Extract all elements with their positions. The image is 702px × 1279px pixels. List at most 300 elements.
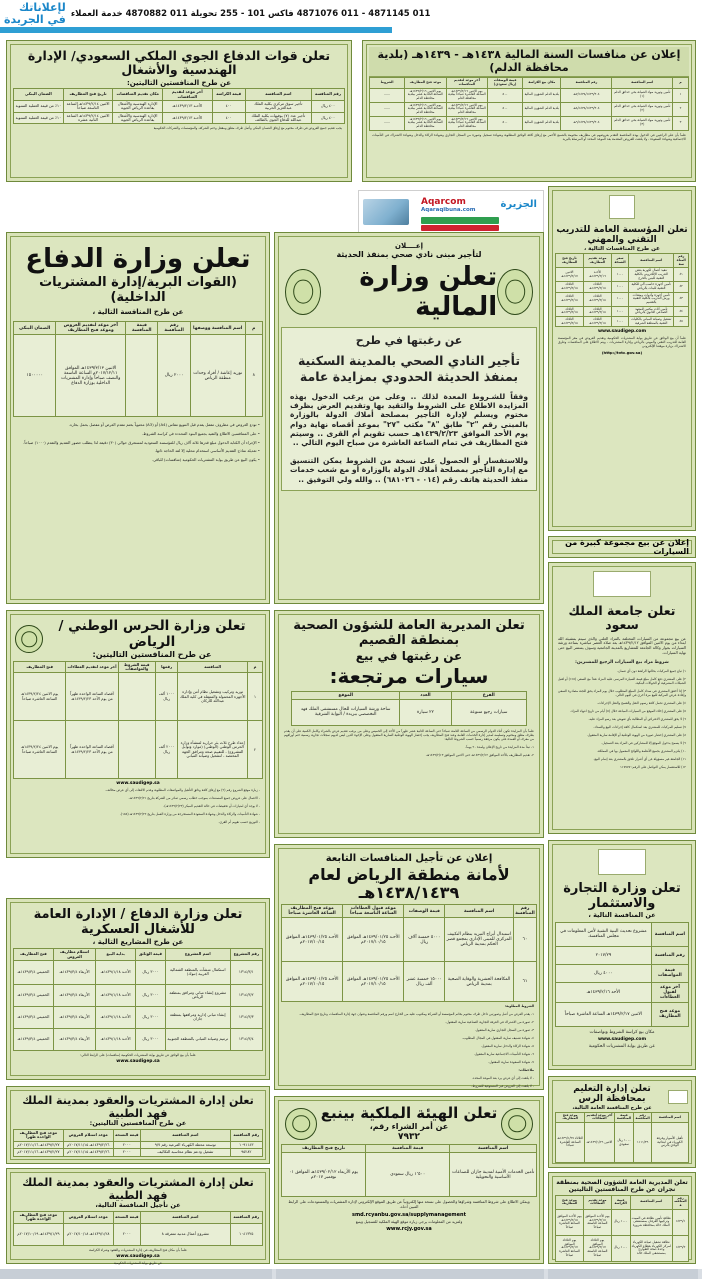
cell: توسعة محطة الكهرباء الفرعية رقم ٩/٧ bbox=[141, 1141, 231, 1148]
cell: المكافحة الحشرية والوقاية الصحية بمدينة الرياض bbox=[445, 962, 514, 1002]
national-guard-subtitle: عن طرح المنافستين التاليتين: bbox=[92, 650, 212, 660]
cell: الثلاثاء ١٤٣٩/٢/١٨هـ bbox=[556, 306, 584, 316]
term-item: ٥- شهادة الزكاة والدخل سارية المفعول. bbox=[481, 1044, 534, 1049]
finance-pre1: إعــــلان bbox=[394, 242, 424, 250]
cell: الخميس ١٤٣٩/٣/٤هـ bbox=[14, 1006, 54, 1028]
rcjy-title: تعلن الهيئة الملكية بينبع bbox=[320, 1104, 498, 1122]
rass-table bbox=[555, 1112, 689, 1163]
col-open: فتح المظاريف bbox=[14, 661, 66, 673]
table-row bbox=[14, 112, 345, 124]
rcjy-url2[interactable]: www.rcjy.gov.sa bbox=[386, 1226, 432, 1233]
saudi-emblem-left-icon bbox=[497, 269, 533, 315]
rcjy-emblem-left-icon bbox=[501, 1108, 533, 1140]
commerce-logo-icon bbox=[598, 849, 646, 875]
riyadh-notes bbox=[281, 1074, 537, 1090]
col-deadline: آخر موعد لتقديم المناقصات bbox=[446, 78, 487, 88]
kfmc1-title: تعلن إدارة المشتريات والعقود بمدينة الملك فهد الطبية bbox=[22, 1094, 254, 1120]
col-open: موعد فتح المظاريف الساعة العاشرة صباحاً bbox=[282, 905, 343, 918]
col-receive: استلام مظاريف العروض bbox=[53, 949, 95, 961]
cell: ٨/١٤٣٨/١٤٣٩/٣٠٤هـ bbox=[561, 102, 612, 116]
note-item: • الإجراء أن الكتابة الدخول مبلغ قدرها ثلاثة آلاف ريال للمؤسسة السعودية لمستغرق حوالي (٣٠) دقيقة لذا يتطلب حضور التقديم والتقدم (١٠٠٠) صباحاً. bbox=[23, 439, 260, 445]
term-item: ٢- صورة من الاشتراك في الغرفة التجارية الصناعية سارية المفعول. bbox=[445, 1020, 534, 1025]
cell: يوم الأربعاء ١٤٣٩/٠٢/١٢هـ الموافق ٠١ نوفمبر ٢٠١٧م bbox=[282, 1153, 366, 1197]
col-accept: موعد قبول العطاءات الساعة التاسعة صباحاً bbox=[343, 905, 404, 918]
table-row bbox=[14, 721, 263, 779]
cell: ٢٠٠٠ bbox=[113, 1149, 140, 1156]
masthead-logo-line1: لإعلاناتك bbox=[19, 1, 66, 15]
table-row bbox=[370, 88, 689, 102]
national-guard-website[interactable]: www.saudigep.sa bbox=[116, 781, 160, 787]
cell: ١٠٠٠ ريال سعودي bbox=[614, 1123, 634, 1163]
row-label: اسم المنافسة bbox=[651, 922, 688, 946]
cars-headline-text: إعلان عن بيع مجموعة كبيرة من السيارات bbox=[565, 538, 689, 556]
cell: ٥٠٠ bbox=[488, 102, 523, 116]
cell: تأجير عدد (٧) بوفيهات بكلية الملك عبدالله للدفاع الجوي بالطائف bbox=[245, 112, 311, 124]
cell: ١١١١/٣٩ bbox=[634, 1123, 651, 1163]
ksu-terms-list bbox=[555, 667, 689, 771]
riyadh-terms-label: الشروط المطلوبة: bbox=[504, 1004, 534, 1009]
tvtc-url2[interactable]: (http://tvtc.gov.sa) bbox=[601, 350, 643, 356]
cell: يوم الاثنين ١٤٣٩/٢/١٦هـ الساعة العاشرة صباحاً ببلدية محافظة الدلم bbox=[446, 88, 487, 102]
term-item: ١- تبدأ مدة المزايدة من تاريخ الإعلان ولمدة ٢٠ يوماً. bbox=[465, 744, 534, 749]
cell: تأمين أثاث مكتبي للمعهد الصناعي الثانوي بالرياض bbox=[629, 306, 674, 316]
masthead-inner bbox=[0, 0, 431, 26]
najran-title: تعلن المديرية العامة للشؤون الصحية بمنطقة نجران عن طرح المنافستين التاليتين bbox=[556, 1179, 688, 1193]
dalam-table bbox=[369, 77, 689, 130]
table-row bbox=[14, 100, 345, 112]
cell: ٢ bbox=[673, 102, 689, 116]
col-no: م bbox=[245, 322, 262, 335]
cell: ٦٠ bbox=[514, 918, 537, 962]
cell: ٣٠٠٠ ريال bbox=[136, 984, 166, 1006]
table-header-row bbox=[556, 254, 689, 268]
cell: تشغيل وصيانة المباني بالكليات التقنية بالمنطقة الشرقية bbox=[629, 317, 674, 327]
cell: ٥٠٠ bbox=[488, 116, 523, 130]
term-item: ٩) لا يسمح بدخول الموقع إلا للمشاركين في المزاد بعد التسجيل. bbox=[601, 741, 686, 746]
col-copy: قيمة النسخة bbox=[113, 1130, 140, 1142]
note-item: - لا يوجد أي امتيازات أو تخفيضات في حالة التقديم المبكر (١٤٣٩/٢/٢٣هـ). bbox=[163, 804, 260, 809]
table-row bbox=[14, 960, 263, 984]
term-item: ٦) لا يحق للمشتري الاعتراض أو المطالبة بأي تعويض بعد رسو المزاد عليه. bbox=[588, 717, 686, 722]
col-location: الموقع bbox=[292, 691, 400, 699]
finance-body-3: وفقاً للشـروط المعدة لذلك .. وعلى من يرغب الدخول بهذه المزايدة الاطلاع على الشروط والتقيد بها وتقديم العرض بظرف مختوم ويسلم لإدارة التأجير بمصلحة أملاك الدولة بالوزارة بالمبنى رقم "٢" طابق "٨" مكتب "٢٧" بموعد أقصاه نهاية دوام يوم الأحد الموافق ١٤٣٩/٢/٢٣هـ حسب تقويم أم القرى .. وسيتم فتح المظاريف في تمام الساعة العاشرة من صباح اليوم التالي .. bbox=[290, 391, 528, 448]
term-item: ٤) على المشتري تحمل كافة رسوم النقل والفسح والنقل الإجراءات. bbox=[596, 701, 686, 706]
cell: ٢٢ سيارة bbox=[400, 699, 452, 725]
cell: ٧/١٤٣٨/١٤٣٩/٣٠٤هـ bbox=[561, 88, 612, 102]
table-row bbox=[556, 268, 689, 282]
note-item: - الاعمال على عروض جميع المستندات بموجب خطاب رسمي صادر من الشركة بتاريخ ١٤٣٩/٢/٢١هـ. bbox=[128, 796, 260, 801]
cell: ٤٥ bbox=[674, 317, 689, 327]
finance-pre2: لتأجير مبنى نادي صحي بمنفذ الحديثة bbox=[336, 250, 482, 260]
cell: ساحة ورشة السيارات للحال مستشفى الملك فهد التخصصي ببريدة / البوابة الشرقية bbox=[292, 699, 400, 725]
col-deadline: آخر موعد لتقديم العطاءات bbox=[66, 661, 118, 673]
aqar-domain: Aqaraqibuna.com bbox=[421, 207, 476, 213]
table-row bbox=[282, 962, 537, 1002]
cell: ١٠٠٠ bbox=[611, 317, 628, 327]
table-row bbox=[556, 292, 689, 306]
cell: نظافة تشغيل صيانة الكهرباء لمركز الكهرباء بقطاع الكهرباء وحدة صحة الطوارئ بمستشفى الملك خالد bbox=[630, 1235, 673, 1261]
military-works-website[interactable]: www.saudigep.sa bbox=[116, 1058, 160, 1064]
air-defense-title: تعلن قوات الدفاع الجوي الملكي السعودي/ الإدارة الهندسية والأشغال bbox=[27, 48, 331, 78]
cell: مشروع إنشاء مباني ومرافق بمنطقة الرياض bbox=[165, 984, 230, 1006]
col-receive: موعد استلام العروض bbox=[63, 1212, 113, 1224]
bottom-bar-segment-right bbox=[548, 1269, 698, 1279]
najran-table bbox=[555, 1195, 689, 1262]
col-no: م bbox=[248, 661, 263, 673]
commerce-website[interactable]: www.saudigep.com bbox=[597, 1037, 647, 1043]
col-place: مكان تقديم المناقصات bbox=[113, 89, 163, 101]
table-row bbox=[14, 1028, 263, 1050]
cell: توريد إعاشة / أفراد وحدات منطقة الرياض bbox=[190, 335, 245, 417]
col-no: رقم المنافسة bbox=[311, 89, 344, 101]
cell: يوم الاثنين ١٤٣٩/٢/٢٤هـ الساعة العاشرة صباحاً bbox=[14, 721, 66, 779]
cell: مشروع تحديث البنية التقنية لأمن المعلومات في مجلس المنافسة. bbox=[556, 922, 652, 946]
cell: ١٥٠٠٠٠٠ bbox=[14, 335, 56, 417]
house-illustration-icon bbox=[363, 199, 409, 225]
masthead bbox=[0, 0, 702, 34]
cell: الأربعاء ١٤٣٩/٣/٤هـ bbox=[53, 1006, 95, 1028]
cell: الاثنين ١٤٣٩/٣/١٣هـ الموافق ٢٠١٧/١٢/١١م الساعة التاسعة والنصف صباحاً وإدارة المشتريات الداخلية بوزارة الدفاع bbox=[56, 335, 126, 417]
cell: ١ bbox=[248, 673, 263, 721]
national-guard-notes bbox=[13, 786, 263, 826]
cell: الأحـد ١٤٣٩/٠١/٢٥هـ الموافق ٢٠١٧/١٠/١٥م bbox=[282, 962, 343, 1002]
commerce-footer2: عن طريق بوابة المشتريات الحكومية bbox=[588, 1044, 656, 1050]
table-row bbox=[556, 306, 689, 316]
cell: ١ bbox=[673, 88, 689, 102]
cell: تنفيذ أعمال لكهربة بعض التدريب الإلكتروني بالكلية التقنية للبنين بالخرج bbox=[629, 268, 674, 282]
col-value: قيمة المنافسة bbox=[614, 1112, 634, 1122]
cell: ١٠٠٠ bbox=[611, 268, 628, 282]
tvtc-title: تعلن المؤسسة العامة للتدريب التقني والمهني bbox=[556, 225, 688, 246]
national-guard-emblem-icon bbox=[15, 625, 43, 653]
cell: ١٠٪ من قيمة العملية السنوية bbox=[14, 100, 64, 112]
cell: الأحـد ١٤٣٩/٢/١٣هـ bbox=[162, 112, 212, 124]
cell: ٤٠٠ bbox=[212, 112, 245, 124]
cell: الأربعاء ١٤٣٩/٣/٤هـ bbox=[53, 984, 95, 1006]
cell: أقصاه الساعة الواحدة ظهراً من يوم الأحد ١٤٣٩/٢/٢٣هـ bbox=[66, 673, 118, 721]
cell: الأحـد ١٤٣٩/١/١٨هـ bbox=[96, 1028, 136, 1050]
col-guarantee: الضمان البنكي bbox=[14, 89, 64, 101]
cell: ٤٠٠٠ ريال bbox=[556, 964, 652, 982]
kfmc2-website[interactable]: www.saudigep.sa bbox=[116, 1253, 160, 1259]
table-header-row bbox=[14, 89, 345, 101]
cell: ٩/١٤٣٨/١٤٣٩/٣٠٤هـ bbox=[561, 116, 612, 130]
cell: ٢٠٠٠ ريال bbox=[158, 335, 190, 417]
note-item: • تودع العروض في مظروف مقفل يقدم قبل التنويع مقاس (A4) أو (A3) محتوياً بختم مقدم العرض أو مفصل بحمل بخاره. bbox=[68, 422, 260, 428]
cell: الثلاثاء ١٤٣٩/٢/١٨هـ bbox=[583, 292, 611, 306]
cell: ١٤٣٩/١/٢٨هـ ٢٠١٧/١٠/١٨م bbox=[63, 1223, 113, 1245]
cell: ١٤٣٩/٢/٢٧هـ ٢٠١٧/١١/١٦م bbox=[14, 1149, 64, 1156]
col-open: تاريخ فتح المظاريف bbox=[63, 89, 113, 101]
term-item: ١- يقدم العرض من أصل وصورتين داخل ظرف مختوم بخاتم المؤسسة أو الشركة ومكتوب عليه من الخارج اسم ورقم المنافسة وعنوان جهة إدارة المنافسات وتاريخ فتح المظاريف. bbox=[299, 1012, 534, 1017]
defense-notes bbox=[13, 417, 263, 465]
cell: الأربعاء ١٤٣٩/٣/٤هـ bbox=[53, 1028, 95, 1050]
aqar-brand-logo bbox=[421, 197, 476, 213]
cell: الخميس ١٤٣٩/٣/٤هـ bbox=[14, 1028, 54, 1050]
cell: يوم الاثنين ١٤٣٩/٢/١٦هـ الساعة العاشرة صباحاً ببلدية محافظة الدلم bbox=[446, 116, 487, 130]
col-open: تاريخ فتح المظاريف bbox=[282, 1145, 366, 1153]
masthead-logo-line2: في الجريدة bbox=[4, 13, 66, 26]
col-branch: الفرع bbox=[451, 691, 526, 699]
col-open: موعد فتح المظاريف الواحدة ظهراً bbox=[14, 1212, 64, 1224]
rcjy-table bbox=[281, 1144, 537, 1197]
col-name: اسم المنافسة bbox=[141, 1130, 231, 1142]
rcjy-emblem-right-icon bbox=[285, 1108, 317, 1140]
col-name: اسم المنافسة bbox=[651, 1112, 688, 1122]
green-ribbon bbox=[421, 217, 499, 224]
row-label: رقم المنافسة bbox=[651, 946, 688, 964]
cell: ٦١ bbox=[514, 962, 537, 1002]
cell: الاثنين ١٤٣٩/٢/١٤هـ الساعة الثانية عشرة bbox=[63, 112, 113, 124]
cell: الأربعاء ١٤٣٩/٣/٤هـ bbox=[53, 960, 95, 984]
term-item: ٨) على المشتري إحضار صورة من الهوية الوطنية أو الإقامة سارية المفعول. bbox=[586, 733, 686, 738]
table-row bbox=[556, 982, 689, 1002]
saudi-emblem-right-icon bbox=[285, 269, 321, 315]
kfmc2-footer2: عن طريق بوابة المشتريات الحكومية bbox=[113, 1260, 163, 1265]
term-item: ٧- شهادة السعودة سارية المفعول. bbox=[488, 1060, 534, 1065]
col-deadline: آخر موعد لتقديم العروض وموعد فتح المظاريف bbox=[56, 322, 126, 335]
defense-title: تعلن وزارة الدفاع bbox=[25, 244, 251, 274]
col-value: قيمة الوثائق bbox=[136, 949, 166, 961]
col-name: اسم المنافسة bbox=[629, 254, 674, 268]
section-commerce-ministry bbox=[548, 840, 696, 1070]
table-row bbox=[556, 964, 689, 982]
military-works-footer: علماً بأن بيع الوثائق عن طريق بوابة المشتريات الحكومية (منافسات) على الرابط التالي: bbox=[80, 1052, 196, 1057]
cell: ١٤٣٩/٢ bbox=[673, 1235, 689, 1261]
cell: ٣٠٠٠ ريال bbox=[136, 1028, 166, 1050]
cell: توريد وتركيب وتشغيل نظام أمن وإدارة الأجهزة المحمولة والمتنقلة في كلية الملك عبدالله للأركان bbox=[178, 673, 248, 721]
cell: إعداد طرح ثلاث بئر حرارية لمنشأة وزارة الحرس الوطني (الوطني) (موارد وتوابل المشروع) - للتقييم صحة ومرافق الجهة المختصة - لتشغيل وصيانة المباني bbox=[178, 721, 248, 779]
cell: الثلاثاء ١٤٣٩/٢/١٨هـ bbox=[583, 282, 611, 292]
col-value: قيمة الوصفات bbox=[404, 905, 445, 918]
cell: ١٠٠٠ ألف ريال bbox=[155, 673, 177, 721]
col-name: المنافسة bbox=[178, 661, 248, 673]
tvtc-footer: علماً أن بيع الوثائق عن طريق بوابة المشتريات الحكومية وتقديم العروض في مقر المؤسسة العامة للتدريب التقني والمهني بالرياض وإدارة المشتريات ، ويتم الاطلاع على المنافسات وطرق الاشتراك بزيارة موقعنا الإلكتروني bbox=[558, 336, 686, 349]
cell: الثلاثاء ١٤٣٩/١/٢٧هـ الساعة العاشرة صباحاً bbox=[556, 1123, 585, 1163]
commerce-title: تعلن وزارة التجارة والاستثمار bbox=[563, 881, 681, 911]
cell: تأجير سوق مركزي بكلية الملك عبدالعزيز الحربية bbox=[245, 100, 311, 112]
ksu-logo-icon bbox=[593, 571, 651, 597]
cell: ١٠٪ من قيمة العملية السنوية bbox=[14, 112, 64, 124]
table-header-row bbox=[556, 1112, 689, 1122]
cell: يوم الاثنين ١٤٣٩/٢/١٦هـ الساعة العاشرة صباحاً ببلدية محافظة الدلم bbox=[446, 102, 487, 116]
cell: ٥٠٠٠ خمسة آلاف ريال bbox=[404, 918, 445, 962]
section-kfmc-1 bbox=[6, 1086, 270, 1164]
note-item: - زيارة موقع الشروع رقم (٢) مع إرفاق كافة وثائق التأهيل والمواصفات المطلوبة وعدم الالتفات إلى أي عرض مخالف. bbox=[105, 788, 260, 793]
cell: تأمين وتوريد مواد الصيانة بحي حدائق الدلم (٣) bbox=[612, 116, 673, 130]
cell: الخميس ١٤٣٩/٣/٤هـ bbox=[14, 984, 54, 1006]
row-label: موعد فتح المظاريف bbox=[651, 1002, 688, 1026]
col-start: بداية البيع bbox=[96, 949, 136, 961]
cell: الاثنين ١٤٣٩/٢/١٧هـ الساعة العاشرة صباحاً bbox=[556, 1002, 652, 1026]
tvtc-table bbox=[555, 253, 689, 327]
cell: يوم الاثنين ١٤٣٩/٢/١٦هـ الساعة الحادية عشر ببلدية محافظة الدلم bbox=[405, 88, 446, 102]
table-header-row bbox=[282, 1145, 537, 1153]
col-open: تاريخ فتح المظاريف bbox=[556, 254, 584, 268]
note-item: • على المتنافسين الاطلاع والتقيد بجميع البنود المحددة في كراسة الشروط. bbox=[141, 431, 260, 437]
table-row bbox=[556, 317, 689, 327]
note-item: - التوزيع حسب تقويم أم القرى. bbox=[218, 820, 260, 825]
cell: يوم الأحـد الموافق ١٤٣٩/٢/١٥هـ الساعة العاشرة صباحاً bbox=[556, 1209, 584, 1235]
col-open: فتح المظاريف bbox=[14, 949, 54, 961]
section-military-works bbox=[6, 898, 270, 1080]
cell: ١٠٠٠ bbox=[611, 306, 628, 316]
cell: ...... bbox=[370, 88, 405, 102]
cell: الخميس ١٤٣٩/٣/٤هـ bbox=[14, 960, 54, 984]
section-national-guard bbox=[6, 610, 270, 858]
cell: ٤٢ bbox=[674, 282, 689, 292]
riyadh-pre: إعلان عن تأجيل المنافسات التابعة bbox=[325, 853, 493, 864]
cell: بلدية الدلم الشؤون المالية bbox=[523, 88, 561, 102]
table-row bbox=[282, 1153, 537, 1197]
ksu-intro: عن بيع مجموعة من السيارات المختلفة بالمزاد العلني والذي سيتم بمشيئة الله ابتداء من يوم الاثنين الموافق ١٤٣٩/٢/١٢هـ بعد صلاة العصر مباشرة بساحة ورشة السيارات بجوار وكالة الجامعة للمشاريع بالمدينة الجامعية وسوف يستمر البيع حتى نهاية السيارات. bbox=[558, 635, 686, 655]
col-no: رقم المنافسة bbox=[230, 1130, 262, 1142]
cell: ٨ bbox=[245, 335, 262, 417]
cell: الأحـد ١٤٣٩/٢/١٣هـ bbox=[162, 100, 212, 112]
qassim-terms bbox=[281, 743, 537, 759]
aqar-brand-text: Aqar bbox=[421, 197, 445, 207]
cell: ١٣١٤/٣/٣ bbox=[230, 1006, 262, 1028]
cell: الإدارة الهندسية والأشغال بقاعدة الرياض الجوية bbox=[113, 100, 163, 112]
cell: الثلاثاء ١٤٣٩/٢/١٨هـ bbox=[556, 282, 584, 292]
cell: تشغيل ودعم نظام محاسبة التكاليف bbox=[141, 1149, 231, 1156]
cell: ...... bbox=[370, 102, 405, 116]
col-receive: موعد استلام العروض bbox=[63, 1130, 113, 1142]
rcjy-order-no: ٧٩٣٢ bbox=[398, 1131, 420, 1142]
table-header-row bbox=[556, 1195, 689, 1209]
cell: الاثنين ١٤٣٩/٢/١٤هـ الساعة التاسعة صباحاً bbox=[63, 100, 113, 112]
col-open: موعد فتح المظاريف bbox=[556, 1195, 584, 1209]
col-price: قيمة الكراسة bbox=[212, 89, 245, 101]
qassim-footer: علماً بأن المزايدة تكون أثناء الدوام الرسمي من الساعة الثامنة صباحاً حتى الساعة الثانية عشر ظهراً من الأحد إلى الخميس وعلى من يرغب تقديم عرض بالشراء وكامل الكمية على أن يقدم بظرف مغلق ومختوم وتسليمه لمدير إدارة الخدمات العامة وعند فتح المظاريف يجب إحضار الهوية الوطنية السارية المفعول وعلى الإخوة الذين ليس لديهم سجلات تجارية رسمية ختم أوراقهم من معرف أو العمدة على يكون مرفقة رسمياً حسب الشروط التالية: bbox=[284, 728, 534, 741]
term-item: ٥) على المشتري إخلاء الموقع من السيارات المباعة خلال (٥) أيام من تاريخ انتهاء المزاد. bbox=[570, 709, 686, 714]
cell: ترميم وصيانة المباني بالمنطقة الجنوبية bbox=[165, 1028, 230, 1050]
table-header-row bbox=[292, 691, 527, 699]
cell: استبدال أبراج التبريد بنظام التكييف المركزي للمبنى الإداري بمجمع قصر الحكم بمدينة الرياض bbox=[445, 918, 514, 962]
col-copy: قيمة النسخة bbox=[113, 1212, 140, 1224]
tvtc-website[interactable]: www.saudigep.com bbox=[597, 329, 647, 335]
cell: تأهيل الأسوار وغرفة الكهرباء في ابتدائية الوادي بالرس bbox=[651, 1123, 688, 1163]
cell: ١٠٩١١٤٣ bbox=[230, 1141, 262, 1148]
cell: بلدية الدلم الشؤون المالية bbox=[523, 102, 561, 116]
finance-title: تعلن وزارة المالية bbox=[359, 261, 498, 322]
aljazirah-logo: الجزيرة bbox=[500, 199, 537, 210]
col-no: م bbox=[673, 78, 689, 88]
cell: ١٣١٤/٣/٤ bbox=[230, 1028, 262, 1050]
rass-title: تعلن إدارة التعليم بمحافظة الرس bbox=[573, 1084, 651, 1105]
col-open: موعد فتح المظاريف bbox=[556, 1112, 585, 1122]
table-row bbox=[370, 102, 689, 116]
cell: ١٤٣٩/٢/٢٧هـ ٢٠١٧/١١/١٦م bbox=[14, 1141, 64, 1148]
col-sale-place: مكان بيع الكراسة bbox=[523, 78, 561, 88]
cell bbox=[118, 721, 155, 779]
rcjy-subtitle: عن أمر الشراء رقم، bbox=[369, 1122, 449, 1132]
col-value: قيمة المنافسة bbox=[126, 322, 158, 335]
rcjy-url1[interactable]: smd.rcyanbu.gov.sa/supplymanagement bbox=[352, 1211, 466, 1218]
col-value: قيمة المنافسة bbox=[366, 1145, 450, 1153]
ksu-terms-title: شروط مزاد بيع السيارات الرجيع للمشترين: bbox=[575, 659, 669, 665]
masthead-rule bbox=[0, 27, 392, 33]
cell: أقصاه الساعة الواحدة ظهراً من يوم الأحد ١٤٣٩/٢/٢٣هـ bbox=[66, 721, 118, 779]
cell: الأحـد ١٤٣٩/٠١/٢٥هـ الموافق ٢٠١٧/١٠/١٥م bbox=[343, 962, 404, 1002]
qassim-subtitle: عن رغبتها في بيع bbox=[355, 648, 463, 663]
section-king-saud-university bbox=[548, 562, 696, 834]
cell: استكمال منشآت بالمنطقة الشمالية الغربية (تبوك) bbox=[165, 960, 230, 984]
masthead-logo bbox=[4, 2, 66, 25]
cell bbox=[126, 335, 158, 417]
cell: ٩٥٢٨٢ bbox=[230, 1149, 262, 1156]
cell: ١٤٣٩/٢/٢٦هـ ٢٠١٧/١١/١٥م bbox=[63, 1149, 113, 1156]
cell: ٣٠٠٠ ريال bbox=[136, 960, 166, 984]
cell: تأمين وتوريد مواد الصيانة بحي حدائق الدلم (١) bbox=[612, 88, 673, 102]
cell: تأمين أجهزة وأدوات ومعدات ورش التدريب بالكلية التقنية بالقصيم bbox=[629, 292, 674, 306]
cell: ٥٠٠ bbox=[488, 88, 523, 102]
term-item: ٣) إذا أخفق المشتري في سداد كامل المبلغ المطلوب خلال يوم المزاد يحق للجنة مصادرة السعي وإعادة عرض المركبة للبيع مرة أخرى في اليوم التالي. bbox=[558, 689, 686, 698]
cell: ٢٠٠٠ bbox=[113, 1141, 140, 1148]
table-row bbox=[14, 1006, 263, 1028]
cell: سيارات رجيع متنوعة bbox=[451, 699, 526, 725]
col-name: اسم المنافسة bbox=[450, 1145, 537, 1153]
cell: الأحـد ١٤٣٩/١/١٨هـ bbox=[96, 1006, 136, 1028]
banner-advertisement[interactable] bbox=[358, 190, 544, 234]
qassim-table bbox=[291, 691, 527, 726]
table-header-row bbox=[14, 949, 263, 961]
cell: ٣ bbox=[673, 116, 689, 130]
term-item: ١٠) يلتزم المشتري بجميع الأنظمة واللوائح المعمول بها في المملكة. bbox=[597, 749, 686, 754]
cell: الأحـد ١٤٣٩/٠١/٢٥هـ الموافق ٢٠١٧/١٠/١٥م bbox=[343, 918, 404, 962]
col-count: العدد bbox=[400, 691, 452, 699]
cell: ...... bbox=[370, 116, 405, 130]
table-row bbox=[14, 1223, 263, 1245]
dalam-footer: علماً بأن على الراغبين في الدخول بهذه المنافسة التقدم بعروضهم في مظاريف مختومة بالشمع الأحمر مع إرفاق كافة الوثائق المطلوبة وشهادة تسجيل وصورة من السجل التجاري وشهادة الزكاة والدخل وشهادة الاشتراك في التأمينات الاجتماعية وشهادة السعودة ، ولا يلتفت للعروض المقدمة بعد الموعد المحدد أو المرسلة بالبريد bbox=[372, 132, 686, 141]
cell: ٢٠٠٠ ألف ريال bbox=[155, 721, 177, 779]
national-guard-table bbox=[13, 661, 263, 780]
col-open: موعد فتح المظاريف bbox=[405, 78, 446, 88]
table-row bbox=[556, 282, 689, 292]
cell: ٣٠٠٠ ريال bbox=[136, 1006, 166, 1028]
commerce-subtitle: عن المنافسة التالية ، bbox=[588, 910, 656, 919]
cell: يوم الثلاثاء الموافق ١٤٣٩/٢/١٧هـ الساعة العاشرة صباحاً bbox=[556, 1235, 584, 1261]
section-kfmc-2 bbox=[6, 1168, 270, 1264]
qassim-big: سيارات مرتجعة: bbox=[329, 663, 489, 688]
kfmc2-footer: علماً بأن مكان فتح المظاريف في إدارة المشتريات والعقود وشراء الكراسة bbox=[89, 1247, 187, 1252]
tvtc-logo-icon bbox=[609, 195, 635, 219]
cell: الأحـد ١٤٣٩/٠١/٢٥هـ الموافق ٢٠١٧/١٠/١٥م bbox=[282, 918, 343, 962]
cell: الأحـد ١٤٣٩/١/١٨هـ bbox=[96, 984, 136, 1006]
cell: ١٠٠٠ ريال bbox=[611, 1209, 630, 1235]
table-row bbox=[370, 116, 689, 130]
col-submit: موعد تقديم العطاءات bbox=[583, 1195, 611, 1209]
table-header-row bbox=[14, 1130, 263, 1142]
note-item: • تعديلة نماذج التقديم الأساسي استخدام محلية إلا لقد الحاجة ذاتها. bbox=[154, 448, 260, 454]
finance-body-4: وللاستفسار أو الحصول على نسخة من الشروط يمكن التنسيق مع إدارة التأجير بمصلحة أملاك الدولة بالوزارة أو مع شعب خدمات منفذ الحديثة هاتف رقم (٠١٤ - ٦٨١٠٢٦) .. والله ولي التوفيق .. bbox=[290, 455, 528, 484]
kfmc2-subtitle: عن تأجيل المنافسة التالية، bbox=[95, 1201, 181, 1210]
cell: الثلاثاء ١٤٣٩/٢/١٨هـ bbox=[556, 317, 584, 327]
cell: ١٥٠٠٠ خمسة عشر ألف ريال bbox=[404, 962, 445, 1002]
cell: نظافة تأمين نظافة في المبيت وتركيبها الغرفان بمستشفى الملك خالد بمحافظة شرورة bbox=[630, 1209, 673, 1235]
col-name: اسم المنافسة bbox=[245, 89, 311, 101]
rcjy-footer2: ولمزيد من المعلومات يرجى زيارة موقع الهيئة الملكية للتسجيل وينبع bbox=[355, 1218, 463, 1224]
col-no: رقم المنافسة bbox=[674, 254, 689, 268]
col-deadline: آخر موعد لتقديم المناقصات bbox=[162, 89, 212, 101]
col-terms: الشروط bbox=[370, 78, 405, 88]
cell: مشروع أعمال مدنية متفرقة ٨ bbox=[141, 1223, 231, 1245]
rass-subtitle: عن طرح المنافسة العامة التالية، bbox=[572, 1104, 652, 1111]
col-submit: موعد تقديم المظاريف bbox=[583, 254, 611, 268]
cell: الأحد ١٤٣٩/٢/١٦هـ bbox=[556, 982, 652, 1002]
col-no: رقم المنافسة bbox=[515, 906, 535, 917]
dalam-title: إعلان عن منافسات السنة المالية ١٤٣٨هـ - ١٤٣٩هـ (بلدية محافظة الدلم) bbox=[377, 48, 681, 74]
